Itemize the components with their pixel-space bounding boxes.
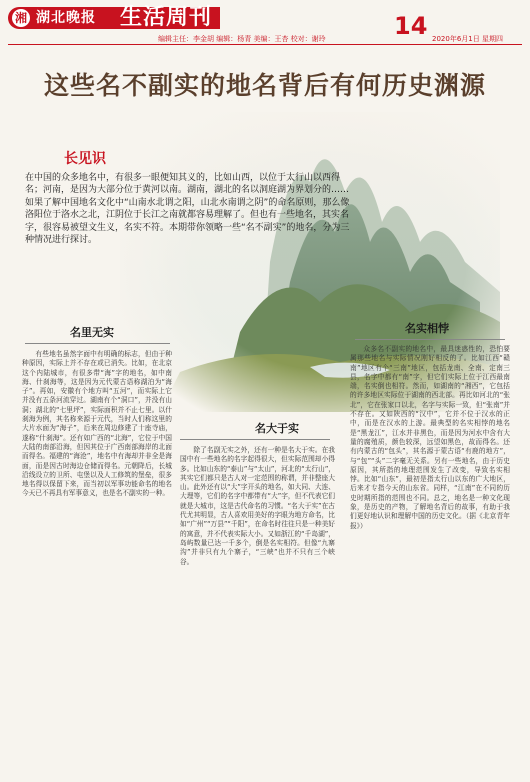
- page-number: 14: [394, 12, 428, 40]
- header-rule: [8, 44, 522, 45]
- article-title: 这些名不副实的地名背后有何历史渊源: [43, 71, 486, 100]
- section-heading-name-contrary-to-reality: 名实相悖: [405, 322, 449, 335]
- section-heading-name-without-reality: 名里无实: [70, 326, 114, 339]
- section2-body: 除了名副无实之外，还有一种是名大于实。在我国中有一些地名的名字起得很大，但实际范围却小得多。比如山东的“泰山”与“太山”，河北的“太行山”，其实它们都只是古人对一定范围的称谓，并非整座大山。此外还有以“大”字开头的地名，如大同、大连、大理等，它们的名字中都带有“大”字，但不代表它们就是大城市，这是古代命名的习惯。“名大于实”在古代尤其明显，古人喜欢用美好的字眼为地方命名，比如“广州”“万县”“千阳”，在命名时往往只是一种美好的寓意，并不代表实际大小。又如浙江的“千岛湖”，岛屿数量已达一千多个，倒是名实相符。但像“九寨沟”并非只有九个寨子，“三峡”也并不只有三个峡谷。: [180, 446, 335, 566]
- article-intro: [25, 172, 355, 246]
- section3-body: 众多名不副实的地名中，最具迷惑性的，恐怕要属那些地名与实际情况刚好相反的了。比如江西“赣南”地区有个“三南”地区，包括龙南、全南、定南三县，名字中都有“南”字，但它们实际上位于江西最南端，名实倒也相符。然而，如湖南的“湘西”，它包括的许多地区实际位于湖南的西北部。再比如河北的“张北”，它在张家口以北，名字与实际一致，但“张南”并不存在。又如陕西的“汉中”，它并不位于汉水的正中，而是在汉水的上游。最典型的名实相悖的地名是“黑龙江”，江水并非黑色，而是因为河水中含有大量的腐殖质，颜色较深，远望如黑色，故而得名。还有内蒙古的“包头”，其名源于蒙古语“有鹿的地方”，与“包”“头”二字毫无关系。另有一些地名，由于历史原因，其所指的地理范围发生了改变，导致名实相悖。比如“山东”，最初是指太行山以东的广大地区，后来才专指今天的山东省。同样，“江南”在不同的历史时期所指的范围也不同。总之，地名是一种文化现象，是历史的产物，了解地名背后的故事，有助于我们更好地认识和理解中国的历史文化。（据《北京青年报》）: [350, 345, 510, 530]
- newspaper-name: 湖北晚报: [36, 10, 96, 26]
- section-divider: [180, 439, 330, 440]
- section-name: 生活周刊: [120, 4, 213, 30]
- section-divider: [355, 339, 505, 340]
- section-divider: [25, 343, 170, 344]
- intro-paragraph: 在中国的众多地名中，有很多一眼便知其义的，比如山西，以位于太行山以西得名；河南，是因为大部分位于黄河以南。湖南，湖北的名以洞庭湖为界划分的……如果了解中国地名文化中“山南水北谓之阳，山北水南谓之阴”的命名原则，那么像洛阳位于洛水之北，江阴位于长江之南就都容易理解了。但也有一些地名，其实名字，很容易被望文生义，名实不符。本期带你领略一些“名不副实”的地名，分为三种情况进行探讨。: [25, 173, 350, 246]
- article-column-1: [22, 350, 172, 775]
- editor-credits: 编辑主任：李金胡 编辑：杨青 美编：王杏 校对：谢玲: [158, 35, 326, 43]
- article-column-3: [350, 345, 510, 775]
- section-heading-name-bigger-than-reality: 名大于实: [255, 422, 299, 435]
- issue-date: 2020年6月1日 星期四: [432, 35, 503, 43]
- newspaper-logo-icon: 湘: [12, 9, 30, 27]
- kicker-label: 长见识: [64, 151, 106, 167]
- article-column-2: [180, 446, 335, 771]
- section1-body: 有些地名虽然字面中有明确的标志，但由于种种原因，实际上并不存在或已消失。比如，在北京这个内陆城市，有很多带“海”字的地名，如中南海、什刹海等，这是因为元代蒙古语称湖泊为“海子”。再如，安徽有个地方叫“五河”，而实际上它并没有五条河流穿过。湖南有个“洞口”，并没有山洞；湖北的“七里坪”，实际面积并不止七里。以什刹海为例，其名称来源于元代，当时人们称这里的大片水面为“海子”，后来在周边修建了十座寺庙，遂称“什刹海”。还有如广西的“北海”，它位于中国大陆的南部沿海，但因其位于广西南部海岸的北面而得名。福建的“海沧”，地名中有海却并非全是海面，而是因古时海边仓储而得名。元朝降后，长城沿线设立的卫所、屯堡以及人工修筑的堡垒，很多地名得以保留下来，而当初以军事功能命名的地名今天已不再具有军事意义，也是名不副实的一种。: [22, 350, 172, 498]
